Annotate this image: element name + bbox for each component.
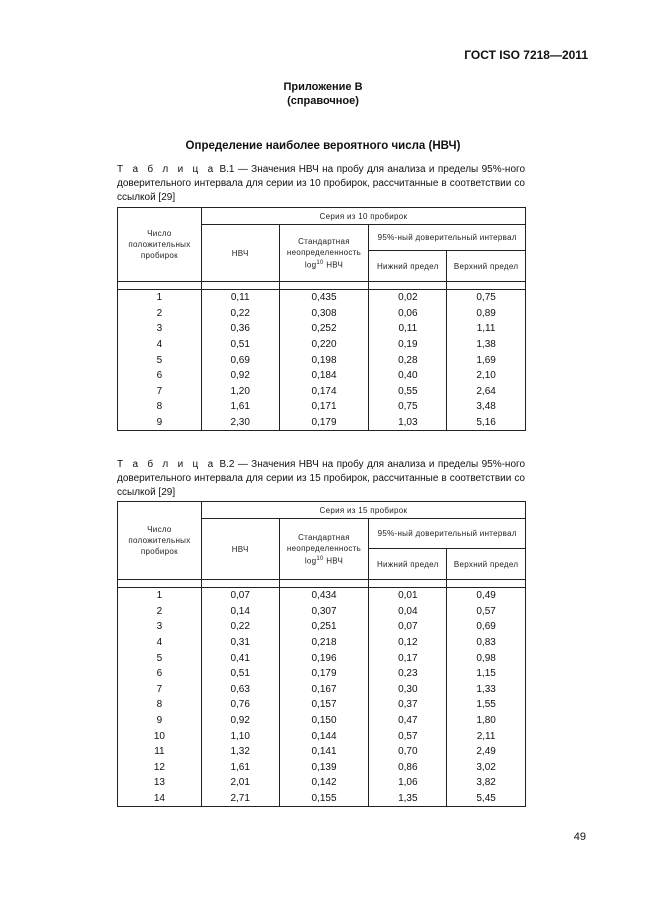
table-cell: 0,220: [279, 337, 369, 353]
table1-caption-prefix: Т а б л и ц а: [117, 164, 217, 175]
table-cell: 0,174: [279, 384, 369, 400]
table1-header-uncertainty-log: log: [304, 260, 317, 270]
table-cell: 1,03: [369, 415, 447, 431]
table-cell: 0,06: [369, 306, 447, 322]
table-cell: 0,167: [279, 682, 369, 698]
table-cell: 0,63: [201, 682, 279, 698]
table-cell: 1,35: [369, 791, 447, 807]
table-cell: 3,48: [447, 399, 526, 415]
table-cell: 0,57: [447, 604, 526, 620]
table-cell: 1: [118, 290, 202, 306]
table2-header-uncertainty-unit: НВЧ: [323, 556, 344, 566]
table1-spacer-cell: [369, 282, 447, 290]
appendix-subtitle: (справочное): [287, 95, 359, 107]
table-cell: 0,171: [279, 399, 369, 415]
table-cell: 0,31: [201, 635, 279, 651]
table-cell: 0,308: [279, 306, 369, 322]
table-cell: 2: [118, 306, 202, 322]
table-cell: 0,55: [369, 384, 447, 400]
table-cell: 0,142: [279, 775, 369, 791]
table2-caption-text: В.2 — Значения НВЧ на пробу для анализа и пределы 95%-ного доверительного интервала для серии из 15 пробирок, рассчитанные в соответствии со ссылкой [29]: [117, 459, 526, 498]
table-cell: 0,51: [201, 337, 279, 353]
table1-body: [118, 290, 526, 431]
table-row: [118, 399, 526, 415]
table-cell: 0,41: [201, 650, 279, 666]
table-cell: 2,01: [201, 775, 279, 791]
document-id: ГОСТ ISO 7218—2011: [464, 48, 588, 62]
table-cell: 0,23: [369, 666, 447, 682]
table-row: [118, 384, 526, 400]
table-cell: 0,435: [279, 290, 369, 306]
table-cell: 4: [118, 635, 202, 651]
table-cell: 0,92: [201, 713, 279, 729]
table2-header-ci: 95%-ный доверительный интервал: [369, 519, 526, 549]
table2-spacer-cell: [279, 580, 369, 588]
table2-header-positive: Число положительных пробирок: [118, 502, 202, 580]
table-row: [118, 619, 526, 635]
table-cell: 0,307: [279, 604, 369, 620]
table1-header-series: Серия из 10 пробирок: [201, 208, 525, 225]
table-cell: 0,49: [447, 588, 526, 604]
table-cell: 1,06: [369, 775, 447, 791]
table-cell: 1,11: [447, 321, 526, 337]
table-row: [118, 760, 526, 776]
table1-header-mpn: НВЧ: [201, 225, 279, 282]
table-row: [118, 635, 526, 651]
table-row: [118, 368, 526, 384]
table1-spacer-row: [118, 282, 526, 290]
table1-header-uncertainty-text: Стандартная неопределенность: [286, 236, 362, 257]
table2-spacer-row: [118, 580, 526, 588]
table-cell: 0,76: [201, 697, 279, 713]
table-cell: 9: [118, 713, 202, 729]
table-cell: 2,71: [201, 791, 279, 807]
table-cell: 0,69: [447, 619, 526, 635]
table1-header-uncertainty-sup: 10: [316, 259, 324, 266]
table1-header-ci: 95%-ный доверительный интервал: [369, 225, 526, 251]
table-cell: 0,37: [369, 697, 447, 713]
table-cell: 1,61: [201, 399, 279, 415]
table1: [117, 207, 526, 431]
table-row: [118, 306, 526, 322]
table-cell: 5: [118, 650, 202, 666]
table2-spacer-cell: [201, 580, 279, 588]
table-cell: 2,64: [447, 384, 526, 400]
table-cell: 0,22: [201, 619, 279, 635]
section-title: Определение наиболее вероятного числа (НВЧ): [185, 140, 461, 152]
table-cell: 0,75: [447, 290, 526, 306]
table-cell: 0,22: [201, 306, 279, 322]
table1-header-lower: Нижний предел: [369, 251, 447, 282]
table-cell: 11: [118, 744, 202, 760]
table-row: [118, 791, 526, 807]
table-row: [118, 352, 526, 368]
table-row: [118, 650, 526, 666]
table-cell: 12: [118, 760, 202, 776]
table-cell: 0,179: [279, 415, 369, 431]
table2-caption: [117, 458, 525, 500]
table-cell: 14: [118, 791, 202, 807]
table-cell: 0,184: [279, 368, 369, 384]
table-cell: 7: [118, 384, 202, 400]
table-cell: 0,83: [447, 635, 526, 651]
table1-spacer-cell: [279, 282, 369, 290]
table-cell: 0,198: [279, 352, 369, 368]
table2-header-mpn: НВЧ: [201, 519, 279, 580]
table-cell: 2: [118, 604, 202, 620]
table-cell: 0,218: [279, 635, 369, 651]
table-cell: 0,434: [279, 588, 369, 604]
table-cell: 0,30: [369, 682, 447, 698]
table-cell: 2,10: [447, 368, 526, 384]
table-cell: 9: [118, 415, 202, 431]
table2-spacer-cell: [118, 580, 202, 588]
table2-header-series: Серия из 15 пробирок: [201, 502, 525, 519]
table-cell: 1,15: [447, 666, 526, 682]
table2-header-lower: Нижний предел: [369, 549, 447, 580]
table-row: [118, 713, 526, 729]
table-cell: 0,12: [369, 635, 447, 651]
table1-header-positive: Число положительных пробирок: [118, 208, 202, 282]
table1-header-uncertainty: [279, 225, 369, 282]
table-row: [118, 321, 526, 337]
table-cell: 13: [118, 775, 202, 791]
table-cell: 2,11: [447, 728, 526, 744]
table-row: [118, 775, 526, 791]
table-row: [118, 728, 526, 744]
table-cell: 0,196: [279, 650, 369, 666]
table1-header-uncertainty-unit: НВЧ: [323, 260, 344, 270]
table1-spacer-cell: [447, 282, 526, 290]
table-cell: 0,07: [201, 588, 279, 604]
table-cell: 0,89: [447, 306, 526, 322]
appendix-heading: [0, 80, 646, 108]
table-cell: 6: [118, 666, 202, 682]
table-cell: 0,01: [369, 588, 447, 604]
table-cell: 8: [118, 399, 202, 415]
table-cell: 0,07: [369, 619, 447, 635]
table2-header-uncertainty-log: log: [304, 556, 317, 566]
table-cell: 0,14: [201, 604, 279, 620]
table-cell: 0,179: [279, 666, 369, 682]
table-cell: 3: [118, 321, 202, 337]
table-cell: 0,47: [369, 713, 447, 729]
table-cell: 7: [118, 682, 202, 698]
appendix-title: Приложение В: [283, 81, 363, 93]
table-cell: 0,155: [279, 791, 369, 807]
table-cell: 0,02: [369, 290, 447, 306]
table-row: [118, 290, 526, 306]
table-cell: 0,150: [279, 713, 369, 729]
table-row: [118, 697, 526, 713]
table-cell: 0,251: [279, 619, 369, 635]
table-cell: 0,252: [279, 321, 369, 337]
table-cell: 0,141: [279, 744, 369, 760]
table-cell: 0,40: [369, 368, 447, 384]
table-cell: 0,70: [369, 744, 447, 760]
table-cell: 1,20: [201, 384, 279, 400]
table-row: [118, 744, 526, 760]
table2-spacer-cell: [447, 580, 526, 588]
table-cell: 0,75: [369, 399, 447, 415]
table-row: [118, 666, 526, 682]
table-cell: 0,11: [201, 290, 279, 306]
table-row: [118, 682, 526, 698]
table-cell: 1,55: [447, 697, 526, 713]
table-cell: 0,11: [369, 321, 447, 337]
table-cell: 0,28: [369, 352, 447, 368]
table-cell: 0,19: [369, 337, 447, 353]
table1-caption: [117, 163, 525, 205]
table-cell: 2,30: [201, 415, 279, 431]
table-row: [118, 604, 526, 620]
table-cell: 0,157: [279, 697, 369, 713]
table-cell: 0,144: [279, 728, 369, 744]
table-row: [118, 588, 526, 604]
table-cell: 1,80: [447, 713, 526, 729]
table-cell: 1,10: [201, 728, 279, 744]
table-row: [118, 337, 526, 353]
table1-spacer-cell: [201, 282, 279, 290]
table-cell: 0,139: [279, 760, 369, 776]
table-cell: 1,69: [447, 352, 526, 368]
table2-body: [118, 588, 526, 807]
table1-header-upper: Верхний предел: [447, 251, 526, 282]
table-cell: 3,82: [447, 775, 526, 791]
table-cell: 5,16: [447, 415, 526, 431]
table-cell: 0,69: [201, 352, 279, 368]
table-cell: 2,49: [447, 744, 526, 760]
table-cell: 0,86: [369, 760, 447, 776]
table-cell: 1,33: [447, 682, 526, 698]
table-cell: 3: [118, 619, 202, 635]
table-cell: 0,04: [369, 604, 447, 620]
table2-spacer-cell: [369, 580, 447, 588]
table-cell: 0,57: [369, 728, 447, 744]
table-cell: 6: [118, 368, 202, 384]
table-cell: 1,38: [447, 337, 526, 353]
table-cell: 5,45: [447, 791, 526, 807]
table2-header-upper: Верхний предел: [447, 549, 526, 580]
page-number: 49: [573, 831, 586, 843]
table-cell: 0,51: [201, 666, 279, 682]
table2: [117, 501, 526, 807]
table-cell: 0,36: [201, 321, 279, 337]
table-cell: 8: [118, 697, 202, 713]
table-cell: 0,17: [369, 650, 447, 666]
table2-header-uncertainty: [279, 519, 369, 580]
table2-header-uncertainty-text: Стандартная неопределенность: [286, 532, 362, 553]
table-cell: 0,98: [447, 650, 526, 666]
table-cell: 4: [118, 337, 202, 353]
table1-spacer-cell: [118, 282, 202, 290]
table2-caption-prefix: Т а б л и ц а: [117, 459, 217, 470]
table-cell: 1: [118, 588, 202, 604]
table1-caption-text: В.1 — Значения НВЧ на пробу для анализа и пределы 95%-ного доверительного интервала для серии из 10 пробирок, рассчитанные в соответствии со ссылкой [29]: [117, 164, 526, 203]
table-cell: 1,32: [201, 744, 279, 760]
table-cell: 10: [118, 728, 202, 744]
table-cell: 3,02: [447, 760, 526, 776]
table-cell: 5: [118, 352, 202, 368]
table-row: [118, 415, 526, 431]
table-cell: 0,92: [201, 368, 279, 384]
table-cell: 1,61: [201, 760, 279, 776]
table2-header-uncertainty-sup: 10: [316, 555, 324, 562]
